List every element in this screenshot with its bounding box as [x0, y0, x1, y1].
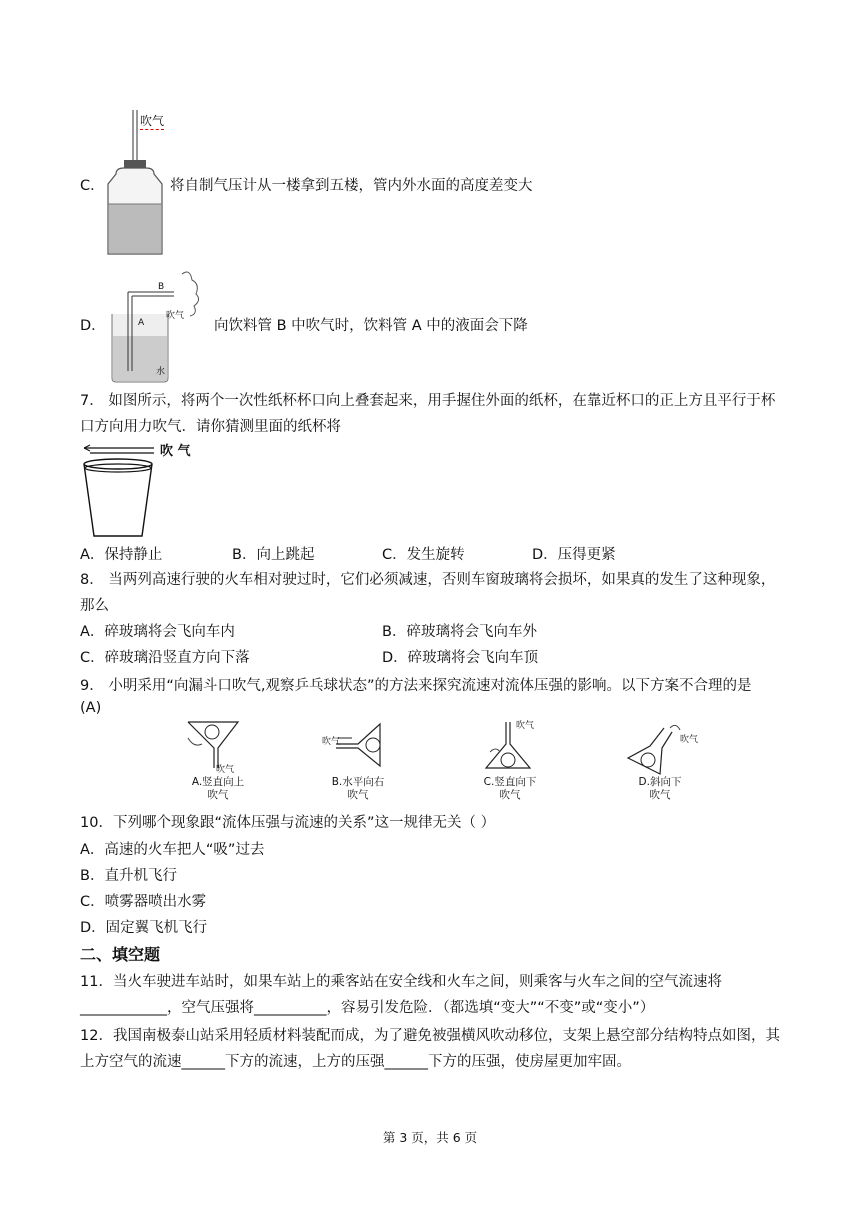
- barometer-figure: [104, 108, 174, 258]
- q10-stem: 10．下列哪个现象跟“流体压强与流速的关系”这一规律无关（ ）: [80, 815, 496, 831]
- blow-label: 吹气: [680, 735, 699, 745]
- label-a: A: [138, 318, 145, 328]
- label-blow: 吹气: [166, 311, 185, 321]
- paper-cups-figure: [80, 440, 206, 540]
- q6-option-d-text: 向饮料管 B 中吹气时，饮料管 A 中的液面会下降: [214, 318, 528, 334]
- caption: D.斜向下 吹气: [638, 776, 682, 801]
- q7-option-b: B．向上跳起: [232, 547, 315, 563]
- q8-stem-line1: 8． 当两列高速行驶的火车相对驶过时，它们必须减速，否则车窗玻璃将会损坏，如果真的发生了这种现象，: [80, 572, 776, 588]
- q7-stem-line1: 7． 如图所示，将两个一次性纸杯杯口向上叠套起来，用手握住外面的纸杯，在靠近杯口的正上方且平行于杯: [80, 393, 776, 409]
- q12-line1: 12．我国南极泰山站采用轻质材料装配而成，为了避免被强横风吹动移位，支架上悬空部分结构特点如图，其: [80, 1028, 780, 1044]
- caption: C.竖直向下 吹气: [483, 776, 537, 801]
- q8-option-c: C．碎玻璃沿竖直方向下落: [80, 650, 250, 666]
- q7-option-c: C．发生旋转: [382, 547, 465, 563]
- q7-option-d: D．压得更紧: [532, 547, 616, 563]
- q10-option-b: B．直升机飞行: [80, 868, 177, 884]
- q10-option-a: A．高速的火车把人“吸”过去: [80, 842, 265, 858]
- label-water: 水: [156, 367, 166, 377]
- funnel-figure-d: [620, 718, 700, 806]
- q11-line2: ____________，空气压强将__________，容易引发危险．（都选填“变大”“不变”或“变小”）: [80, 1000, 655, 1016]
- q11-line1: 11．当火车驶进车站时，如果车站上的乘客站在安全线和火车之间，则乘客与火车之间的空气流速将: [80, 974, 722, 990]
- funnel-figure-a: [178, 718, 258, 806]
- q6-option-d-letter: D．: [80, 318, 106, 334]
- blow-label: 吹 气: [160, 444, 191, 459]
- q6-option-c-letter: C．: [80, 178, 105, 194]
- straw-beaker-figure: [104, 266, 210, 386]
- q10-option-c: C．喷雾器喷出水雾: [80, 894, 207, 910]
- label-b: B: [158, 282, 165, 292]
- q12-line2: 上方空气的流速______下方的流速，上方的压强______下方的压强，使房屋更加牢固。: [80, 1054, 631, 1070]
- q10-option-d: D．固定翼飞机飞行: [80, 920, 208, 936]
- blow-label: 吹气: [322, 737, 341, 747]
- blow-label: 吹气: [140, 114, 165, 128]
- q8-option-d: D．碎玻璃将会飞向车顶: [382, 650, 539, 666]
- blow-label: 吹气: [216, 765, 235, 775]
- q8-option-a: A．碎玻璃将会飞向车内: [80, 624, 235, 640]
- q8-stem-line2: 那么: [80, 598, 109, 614]
- q7-stem-line2: 口方向用力吹气．请你猜测里面的纸杯将: [80, 419, 341, 435]
- caption: A.竖直向上 吹气: [191, 776, 245, 801]
- q7-option-a: A．保持静止: [80, 547, 163, 563]
- section-title: 二、填空题: [80, 945, 161, 964]
- q8-option-b: B．碎玻璃将会飞向车外: [382, 624, 537, 640]
- blow-label: 吹气: [516, 721, 535, 731]
- page-number: 第 3 页，共 6 页: [382, 1130, 478, 1145]
- funnel-figure-b: [318, 718, 398, 806]
- q6-option-c-text: 将自制气压计从一楼拿到五楼，管内外水面的高度差变大: [170, 178, 533, 194]
- q9-stem-line1: 9． 小明采用“向漏斗口吹气,观察乒乓球状态”的方法来探究流速对流体压强的影响。以下方案不合理的是: [80, 678, 752, 694]
- funnel-figure-c: [470, 718, 550, 806]
- q9-stem-line2: (A): [80, 700, 102, 716]
- caption: B.水平向右 吹气: [331, 776, 385, 801]
